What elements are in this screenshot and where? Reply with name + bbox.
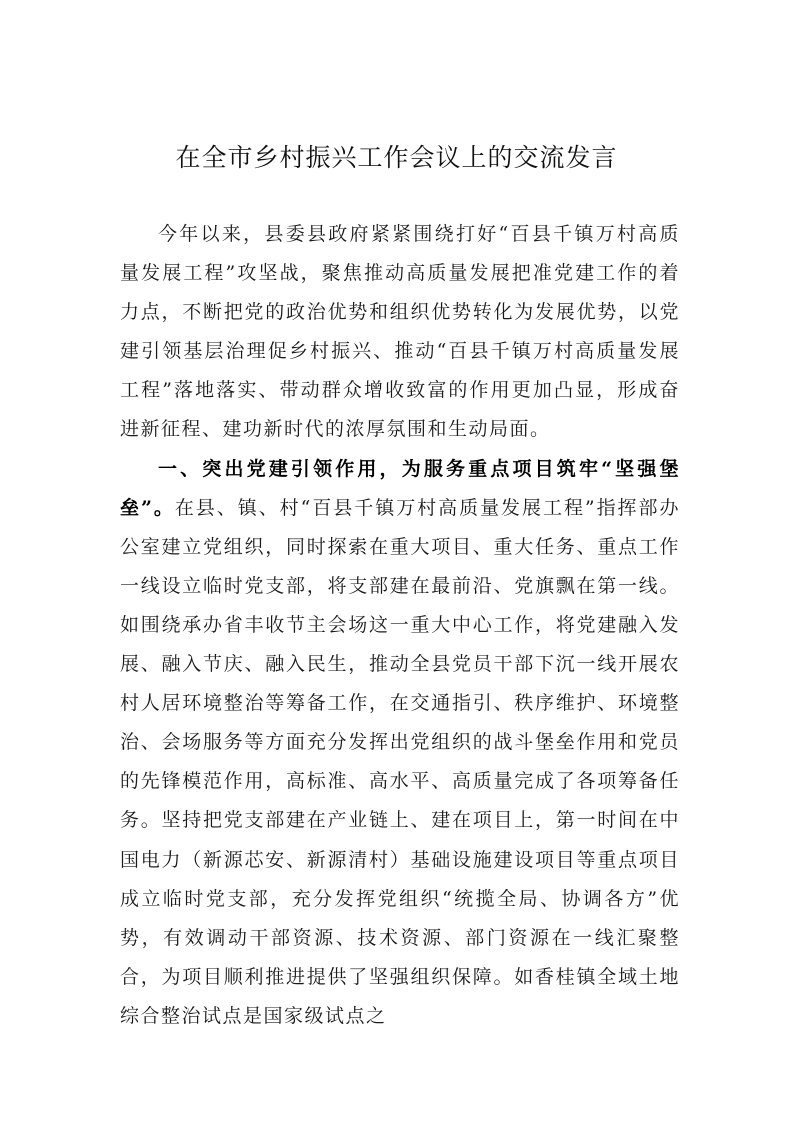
section-1-text: 在县、镇、村“百县千镇万村高质量发展工程”指挥部办公室建立党组织，同时探索在重大项目、重大任务、重点工作一线设立临时党支部，将支部建在最前沿、党旗飘在第一线。如围绕承办省丰收节主会场这一重大中心工作，将党建融入发展、融入节庆、融入民生，推动全县党员干部下沉一线开展农村人居环境整治等筹备工作，在交通指引、秩序维护、环境整治、会场服务等方面充分发挥出党组织的战斗堡垒作用和党员的先锋模范作用，高标准、高水平、高质量完成了各项筹备任务。坚持把党支部建在产业链上、建在项目上，第一时间在中国电力（新源芯安、新源清村）基础设施建设项目等重点项目成立临时党支部，充分发挥党组织“统揽全局、协调各方”优势，有效调动干部资源、技术资源、部门资源在一线汇聚整合，为项目顺利推进提供了坚强组织保障。如香桂镇全域土地综合整治试点是国家级试点之 <box>120 496 680 1027</box>
document-body <box>120 215 680 1036</box>
section-1-heading: 一、突出党建引领作用，为服务重点项目筑牢“坚强堡垒”。 <box>120 457 680 519</box>
paragraph-intro-text: 今年以来，县委县政府紧紧围绕打好“百县千镇万村高质量发展工程”攻坚战，聚焦推动高质量发展把准党建工作的着力点，不断把党的政治优势和组织优势转化为发展优势，以党建引领基层治理促乡村振兴、推动“百县千镇万村高质量发展工程”落地落实、带动群众增收致富的作用更加凸显，形成奋进新征程、建功新时代的浓厚氛围和生动局面。 <box>120 223 680 441</box>
document-title: 在全市乡村振兴工作会议上的交流发言 <box>175 143 618 172</box>
paragraph-section-1 <box>120 450 680 1036</box>
paragraph-intro <box>120 215 680 450</box>
